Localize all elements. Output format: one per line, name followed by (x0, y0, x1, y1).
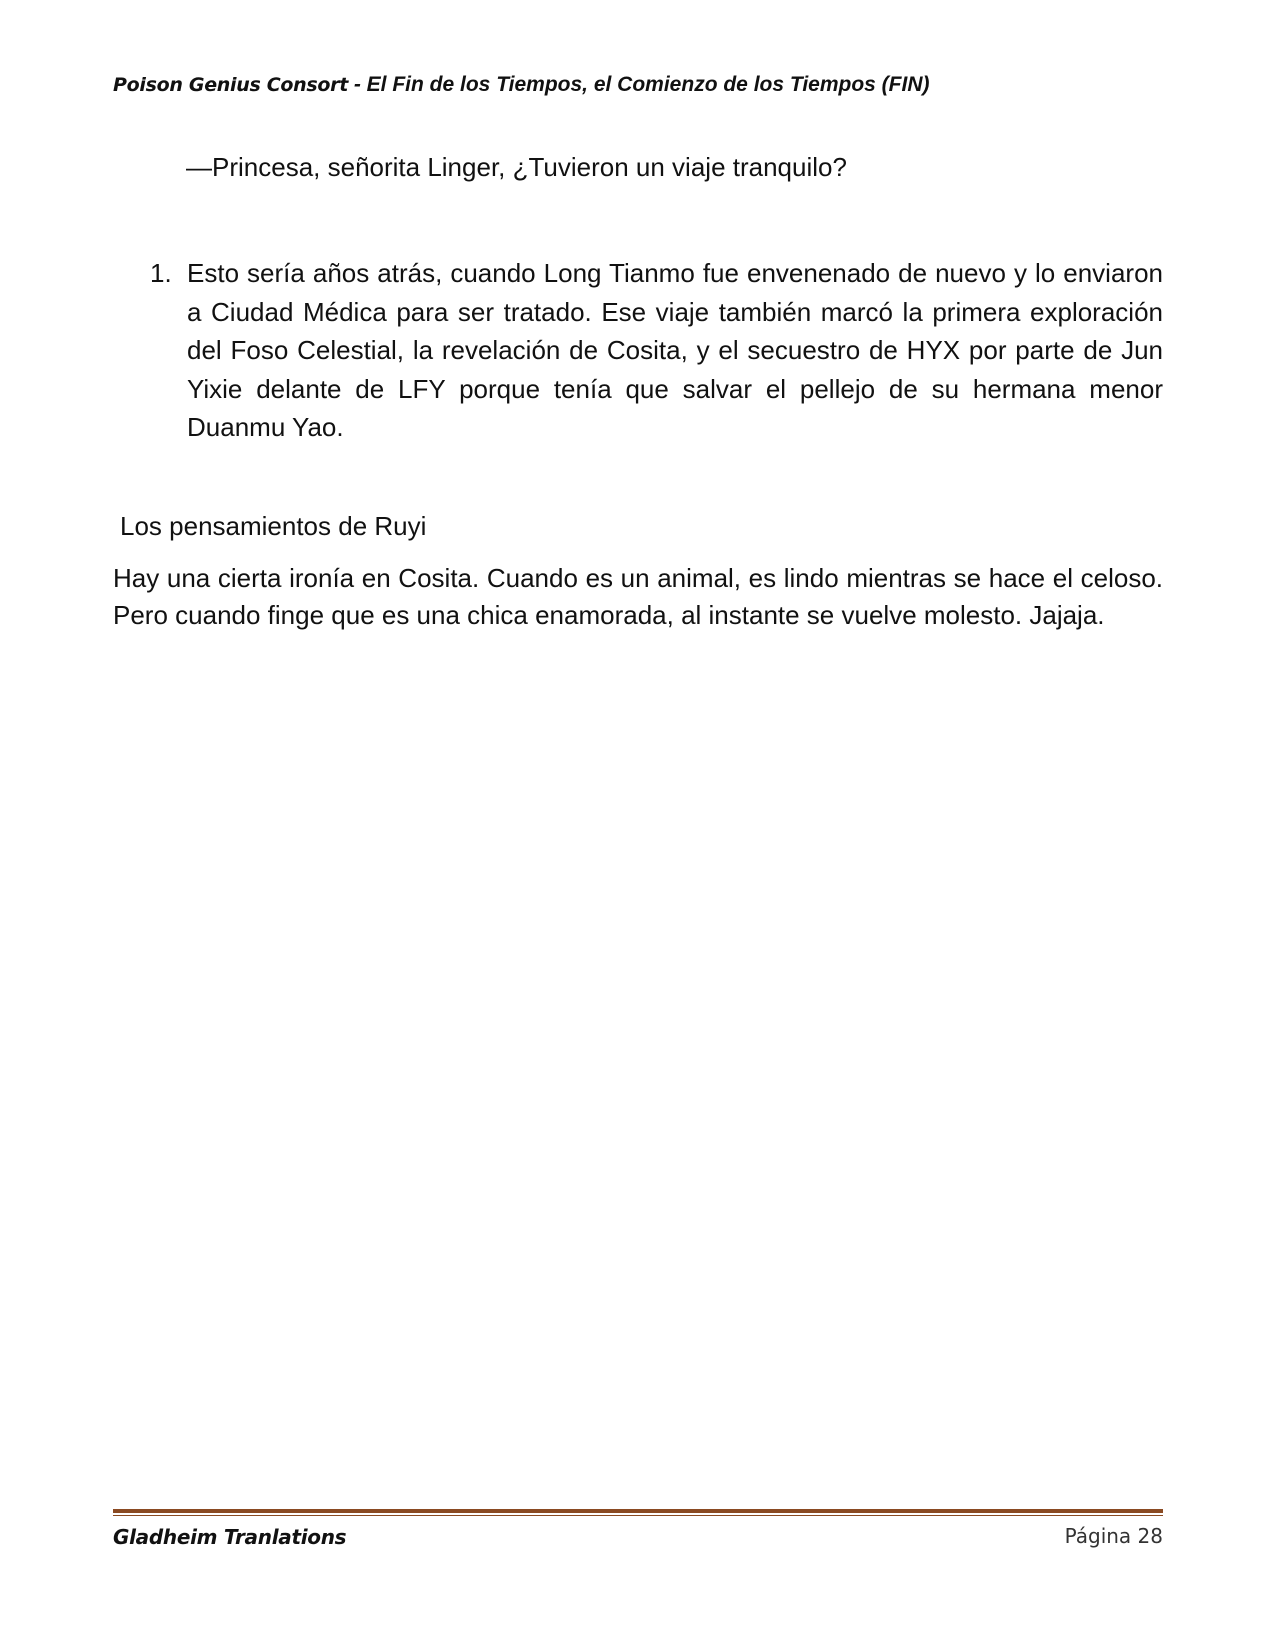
chapter-title: - El Fin de los Tiempos, el Comienzo de los Tiempos (FIN) (348, 73, 930, 96)
footer-divider (113, 1509, 1163, 1517)
footnote-text: Esto sería años atrás, cuando Long Tianmo fue envenenado de nuevo y lo enviaron a Ciudad Médica para ser tratado. Ese viaje también marcó la primera exploración del Foso Celestial, la revelación de Cosita, y el secuestro de HYX por parte de Jun Yixie delante de LFY porque tenía que salvar el pellejo de su hermana menor Duanmu Yao. (187, 258, 1163, 442)
footer-publisher: Gladheim Tranlations (113, 1525, 347, 1549)
dialogue-line: —Princesa, señorita Linger, ¿Tuvieron un viaje tranquilo? (186, 152, 847, 182)
commentary-paragraph: Hay una cierta ironía en Cosita. Cuando es un animal, es lindo mientras se hace el celoso. Pero cuando finge que es una chica enamorada, al instante se vuelve molesto. Jajaja. (113, 563, 1163, 630)
page-header (113, 73, 1163, 97)
footer-divider-thick (113, 1509, 1163, 1513)
page-number: Página 28 (1064, 1524, 1163, 1548)
section-heading: Los pensamientos de Ruyi (120, 511, 427, 541)
footnote (150, 254, 1163, 447)
series-title: Poison Genius Consort (113, 74, 349, 96)
footer-divider-thin (113, 1515, 1163, 1516)
footnote-number: 1. (150, 258, 172, 288)
